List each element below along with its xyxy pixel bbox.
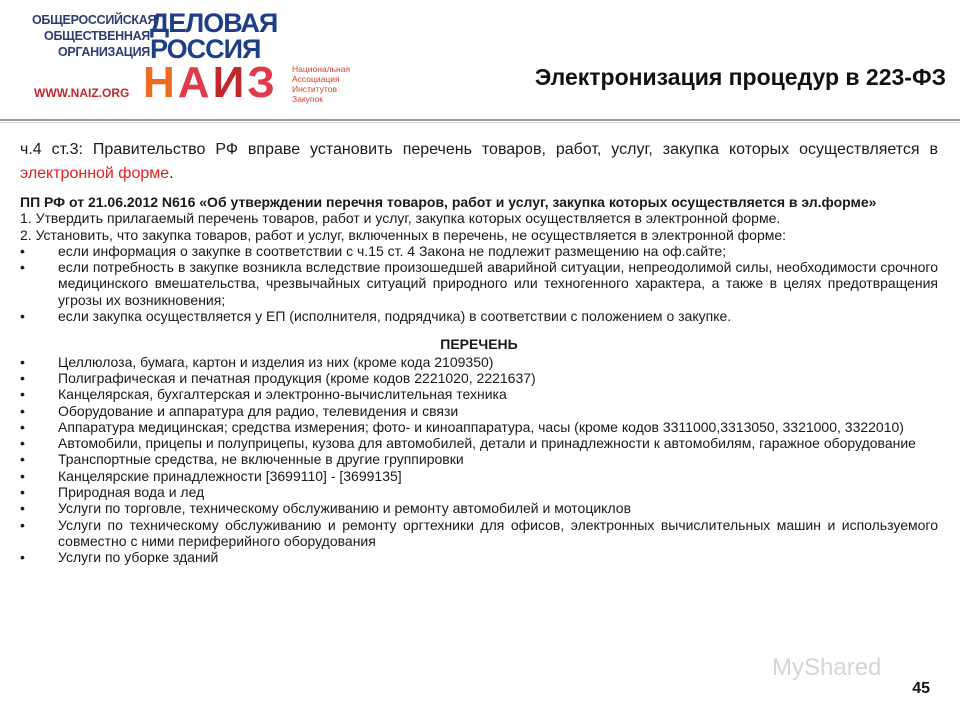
header-divider-shadow <box>0 122 960 123</box>
bullet: • <box>20 369 25 386</box>
org-line: ОРГАНИЗАЦИЯ <box>57 45 150 59</box>
list-item <box>20 403 938 419</box>
slide-content <box>20 138 938 566</box>
website-link[interactable]: WWW.NAIZ.ORG <box>34 86 130 100</box>
delovaya-rossiya-logo <box>150 10 277 62</box>
bullet: • <box>20 484 25 501</box>
list-item-text: если потребность в закупке возникла вследствие произошедшей аварийной ситуации, непреодолимой силы, необходимости срочного медицинского вмешательства, чрезвычайных ситуаций природного или техногенного характера, а также в целях предотвращения угрозы их возникновения; <box>58 259 938 308</box>
bullet: • <box>20 435 25 452</box>
list-item <box>20 435 938 451</box>
bullet: • <box>20 242 25 259</box>
intro-text: ч.4 ст.3: Правительство РФ вправе установить перечень товаров, работ, услуг, закупка которых осуществляется в <box>20 141 938 158</box>
list-item-text: Канцелярские принадлежности [3699110] - [3699135] <box>58 467 402 484</box>
list-item <box>20 354 938 370</box>
intro-highlight: электронной форме <box>20 165 170 182</box>
slide-title: Электронизация процедур в 223-ФЗ <box>534 64 946 90</box>
list-heading: ПЕРЕЧЕНЬ <box>440 336 518 353</box>
list-item-text: Природная вода и лед <box>58 484 205 501</box>
header-divider <box>0 119 960 121</box>
brand-line: РОССИЯ <box>150 34 261 64</box>
naiz-sub-line: Национальная <box>292 64 351 74</box>
list-item-text: Услуги по уборке зданий <box>58 549 219 566</box>
list-item <box>20 517 938 550</box>
org-line: ОБЩЕРОССИЙСКАЯ <box>32 13 157 27</box>
list-item-text: если информация о закупке в соответствии с ч.15 ст. 4 Закона не подлежит размещению на оф.сайте; <box>58 242 727 259</box>
bullet: • <box>20 451 25 468</box>
bullet: • <box>20 467 25 484</box>
list-item-text: Автомобили, прицепы и полуприцепы, кузова для автомобилей, детали и принадлежности к автомобилям, гаражное оборудование <box>58 435 916 452</box>
list-item <box>20 419 938 435</box>
list-item <box>20 484 938 500</box>
bullet: • <box>20 386 25 403</box>
list-item-text: Оборудование и аппаратура для радио, телевидения и связи <box>58 402 459 419</box>
list-item <box>20 370 938 386</box>
list-item <box>20 386 938 402</box>
page-number: 45 <box>912 680 930 697</box>
bullet: • <box>20 308 25 325</box>
list-item <box>20 451 938 467</box>
decree-item-1: 1. Утвердить прилагаемый перечень товаров, работ и услуг, закупка которых осуществляется в электронной форме. <box>20 210 781 227</box>
list-item <box>20 243 938 259</box>
intro-paragraph <box>20 138 938 186</box>
naiz-letter: З <box>247 58 278 107</box>
naiz-sub-line: Ассоциация <box>292 74 340 84</box>
org-logo-text <box>32 12 157 60</box>
list-item-text: Аппаратура медицинская; средства измерения; фото- и киноаппаратура, часы (кроме кодов 3311000,3313050, 3321000, 3322010) <box>58 418 904 435</box>
naiz-subtitle <box>292 64 362 104</box>
brand-line: ДЕЛОВАЯ <box>150 8 278 38</box>
naiz-sub-line: Закупок <box>292 94 323 104</box>
bullet: • <box>20 402 25 419</box>
list-item <box>20 500 938 516</box>
list-item-text: Услуги по техническому обслуживанию и ремонту оргтехники для офисов, электронных вычислительных машин и используемого совместно с ними периферийного оборудования <box>58 516 938 549</box>
naiz-logo <box>143 58 278 108</box>
bullet: • <box>20 549 25 566</box>
list-item <box>20 549 938 565</box>
bullet: • <box>20 418 25 435</box>
watermark: MyShared <box>772 654 882 681</box>
naiz-letter: А <box>177 58 213 107</box>
list-item <box>20 468 938 484</box>
bullet: • <box>20 353 25 370</box>
decree-title: ПП РФ от 21.06.2012 N616 «Об утверждении перечня товаров, работ и услуг, закупка которых осуществляется в эл.форме» <box>20 194 877 210</box>
list-item-text: Услуги по торговле, техническому обслуживанию и ремонту автомобилей и мотоциклов <box>58 500 632 517</box>
list-item-text: Полиграфическая и печатная продукция (кроме кодов 2221020, 2221637) <box>58 369 536 386</box>
naiz-letter: Н <box>143 58 178 107</box>
naiz-letter: И <box>212 58 248 107</box>
list-item <box>20 259 938 308</box>
naiz-sub-line: Институтов <box>292 84 337 94</box>
goods-list <box>20 354 938 566</box>
bullet: • <box>20 516 25 533</box>
bullet: • <box>20 500 25 517</box>
list-item <box>20 308 938 324</box>
slide-header <box>0 0 960 120</box>
list-item-text: если закупка осуществляется у ЕП (исполнителя, подрядчика) в соответствии с положением о закупке. <box>58 308 732 325</box>
intro-text-end: . <box>169 165 174 182</box>
list-item-text: Транспортные средства, не включенные в другие группировки <box>58 451 464 468</box>
exception-list <box>20 243 938 324</box>
bullet: • <box>20 259 25 276</box>
list-item-text: Канцелярская, бухгалтерская и электронно-вычислительная техника <box>58 386 507 403</box>
decree-item-2: 2. Установить, что закупка товаров, работ и услуг, включенных в перечень, не осуществляется в электронной форме: <box>20 226 787 243</box>
org-line: ОБЩЕСТВЕННАЯ <box>44 29 150 43</box>
list-item-text: Целлюлоза, бумага, картон и изделия из них (кроме кода 2109350) <box>58 353 494 370</box>
